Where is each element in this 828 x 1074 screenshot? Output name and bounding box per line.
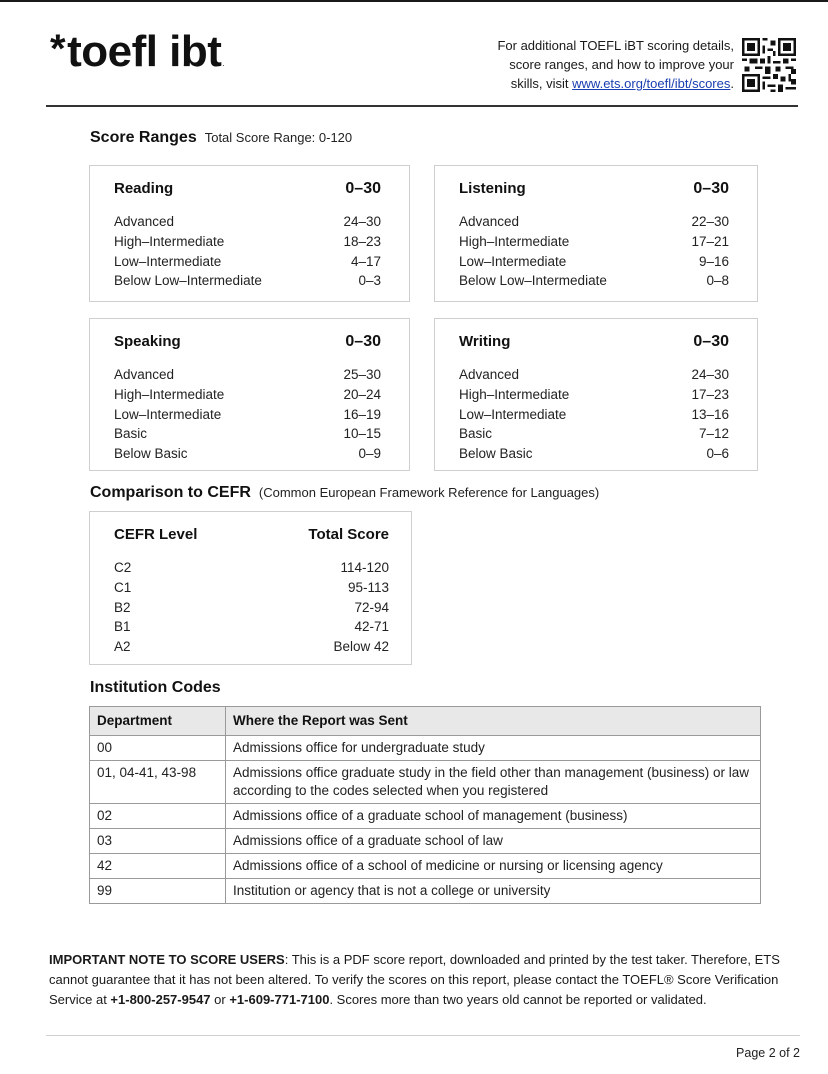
department-desc: Admissions office of a school of medicine or nursing or licensing agency xyxy=(226,854,761,879)
level-label: High–Intermediate xyxy=(459,386,570,402)
level-label: Advanced xyxy=(459,367,520,382)
department-code: 02 xyxy=(90,804,226,829)
level-label: Advanced xyxy=(114,367,175,382)
verification-phone-1: +1-800-257-9547 xyxy=(110,992,211,1007)
cefr-level: C2 xyxy=(114,560,132,575)
department-desc: Admissions office of a graduate school of management (business) xyxy=(226,804,761,829)
level-value: 17–23 xyxy=(691,386,729,402)
score-level-row xyxy=(459,444,729,464)
score-level-row xyxy=(114,424,381,444)
reading-score-box xyxy=(89,165,410,302)
cefr-row xyxy=(114,617,389,637)
table-row xyxy=(90,829,761,854)
level-label: Low–Intermediate xyxy=(114,253,222,269)
score-level-row xyxy=(459,424,729,444)
level-label: Below Basic xyxy=(114,446,188,462)
note-text-3: . Scores more than two years old cannot be reported or validated. xyxy=(329,992,707,1007)
level-value: 0–8 xyxy=(706,273,729,289)
header-note-prefix: skills, visit xyxy=(510,76,573,91)
scores-link[interactable]: www.ets.org/toefl/ibt/scores xyxy=(572,76,731,91)
level-label: Below Low–Intermediate xyxy=(459,273,607,289)
level-value: 13–16 xyxy=(691,406,729,422)
note-text-2: or xyxy=(210,992,230,1007)
logo-mark: . xyxy=(222,59,225,68)
level-value: 0–6 xyxy=(706,446,729,462)
score-level-row xyxy=(459,252,729,272)
header-divider xyxy=(46,105,798,107)
level-value: 24–30 xyxy=(343,214,381,229)
level-label: Low–Intermediate xyxy=(459,406,567,422)
score-level-row xyxy=(459,385,729,405)
cefr-heading xyxy=(90,484,599,502)
section-range: 0–30 xyxy=(345,180,381,197)
level-value: 16–19 xyxy=(343,406,381,422)
header-note-suffix: . xyxy=(730,76,734,91)
section-name: Reading xyxy=(114,180,174,197)
level-label: High–Intermediate xyxy=(114,233,225,249)
level-value: 17–21 xyxy=(691,233,729,249)
logo-text: toefl ibt xyxy=(67,27,222,76)
important-note xyxy=(49,950,799,1010)
verification-phone-2: +1-609-771-7100 xyxy=(229,992,330,1007)
institution-codes-table xyxy=(89,706,761,904)
cefr-score: 42-71 xyxy=(354,619,389,635)
score-level-row xyxy=(114,212,381,232)
level-value: 18–23 xyxy=(343,233,381,249)
cefr-box xyxy=(89,511,412,665)
department-code: 01, 04-41, 43-98 xyxy=(90,761,226,804)
cefr-score: 114-120 xyxy=(340,560,389,575)
speaking-score-box xyxy=(89,318,410,471)
department-code: 42 xyxy=(90,854,226,879)
toefl-ibt-logo xyxy=(50,27,225,76)
score-level-row xyxy=(114,385,381,405)
page-number: Page 2 of 2 xyxy=(736,1046,800,1060)
department-desc: Admissions office for undergraduate study xyxy=(226,736,761,761)
cefr-score: Below 42 xyxy=(333,639,389,655)
table-row xyxy=(90,736,761,761)
footer-divider xyxy=(46,1035,800,1036)
department-code: 00 xyxy=(90,736,226,761)
level-value: 7–12 xyxy=(698,426,729,442)
cefr-level-header: CEFR Level xyxy=(114,526,198,543)
section-range: 0–30 xyxy=(345,333,381,350)
score-level-row xyxy=(459,212,729,232)
cefr-level: A2 xyxy=(114,639,131,655)
cefr-score: 72-94 xyxy=(354,599,389,615)
level-label: Low–Intermediate xyxy=(114,406,222,422)
level-value: 0–9 xyxy=(358,446,381,462)
logo-asterisk: * xyxy=(50,27,66,71)
level-label: Low–Intermediate xyxy=(459,253,567,269)
level-label: Basic xyxy=(459,426,493,442)
header-note xyxy=(434,36,734,93)
section-name: Speaking xyxy=(114,333,181,350)
top-border xyxy=(0,0,828,2)
institution-codes-heading: Institution Codes xyxy=(90,679,221,696)
score-level-row xyxy=(114,252,381,272)
cefr-level: B2 xyxy=(114,599,131,615)
score-level-row xyxy=(114,444,381,464)
cefr-row xyxy=(114,578,389,598)
level-value: 22–30 xyxy=(691,214,729,229)
cefr-level: B1 xyxy=(114,619,131,635)
score-level-row xyxy=(459,405,729,425)
listening-score-box xyxy=(434,165,758,302)
note-text-1: : This is a PDF score report, downloaded and printed by the test taker. Therefore, ETS cannot guarantee that it has not been altered. To verify the scores on this report, please contact the TOEFL® Score Verification Service at xyxy=(49,952,780,1007)
score-level-row xyxy=(459,271,729,291)
cefr-row xyxy=(114,637,389,657)
department-header: Department xyxy=(90,707,226,736)
note-lead: IMPORTANT NOTE TO SCORE USERS xyxy=(49,952,285,967)
table-row xyxy=(90,804,761,829)
score-level-row xyxy=(114,365,381,385)
level-value: 4–17 xyxy=(350,253,381,269)
department-desc: Institution or agency that is not a college or university xyxy=(226,879,761,904)
level-label: Basic xyxy=(114,426,148,442)
header-note-line3 xyxy=(434,74,734,93)
level-label: Below Basic xyxy=(459,446,533,462)
total-score-header: Total Score xyxy=(308,526,389,543)
department-code: 03 xyxy=(90,829,226,854)
where-sent-header: Where the Report was Sent xyxy=(226,707,761,736)
section-name: Writing xyxy=(459,333,511,350)
level-label: Advanced xyxy=(114,214,175,229)
table-row xyxy=(90,879,761,904)
level-value: 9–16 xyxy=(698,253,729,269)
score-ranges-subtitle: Total Score Range: 0-120 xyxy=(204,130,353,145)
department-desc: Admissions office graduate study in the field other than management (business) or law according to the codes selected when you registered xyxy=(226,761,761,804)
department-desc: Admissions office of a graduate school of law xyxy=(226,829,761,854)
table-header-row xyxy=(90,707,761,736)
level-value: 0–3 xyxy=(358,273,381,289)
score-level-row xyxy=(114,405,381,425)
cefr-row xyxy=(114,558,389,578)
score-level-row xyxy=(459,232,729,252)
score-level-row xyxy=(114,232,381,252)
score-level-row xyxy=(114,271,381,291)
level-label: Below Low–Intermediate xyxy=(114,273,262,289)
level-value: 25–30 xyxy=(343,367,381,382)
level-value: 20–24 xyxy=(343,386,381,402)
score-level-row xyxy=(459,365,729,385)
level-value: 24–30 xyxy=(691,367,729,382)
level-label: High–Intermediate xyxy=(459,233,570,249)
department-code: 99 xyxy=(90,879,226,904)
writing-score-box xyxy=(434,318,758,471)
table-row xyxy=(90,854,761,879)
header-note-line1: For additional TOEFL iBT scoring details, xyxy=(497,38,734,53)
cefr-row xyxy=(114,598,389,618)
table-row xyxy=(90,761,761,804)
section-range: 0–30 xyxy=(693,180,729,197)
level-label: High–Intermediate xyxy=(114,386,225,402)
cefr-level: C1 xyxy=(114,579,132,595)
section-range: 0–30 xyxy=(693,333,729,350)
score-ranges-heading xyxy=(90,129,352,147)
level-label: Advanced xyxy=(459,214,520,229)
qr-code-icon xyxy=(742,38,796,92)
cefr-score: 95-113 xyxy=(347,579,389,595)
level-value: 10–15 xyxy=(343,426,381,442)
cefr-subtitle: (Common European Framework Reference for Languages) xyxy=(258,485,600,500)
score-ranges-title: Score Ranges xyxy=(90,129,197,146)
cefr-title: Comparison to CEFR xyxy=(90,484,251,501)
header-note-line2: score ranges, and how to improve your xyxy=(509,57,734,72)
section-name: Listening xyxy=(459,180,526,197)
